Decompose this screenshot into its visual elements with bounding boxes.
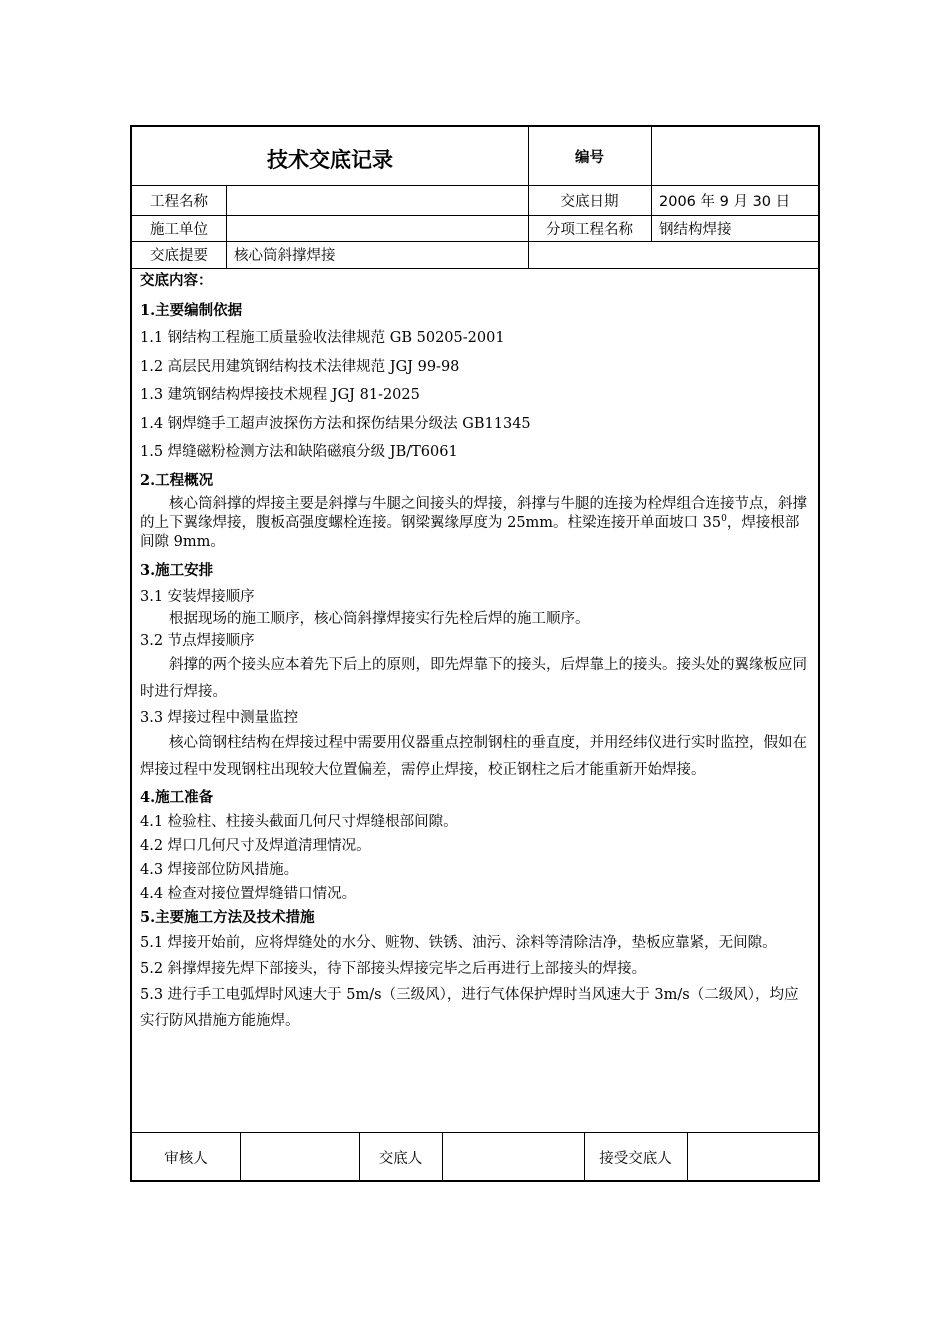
subsection-title: 3.2 节点焊接顺序 <box>140 632 255 649</box>
overview-text-end: ，焊接根部间隙 9mm。 <box>140 514 800 550</box>
summary-label: 交底提要 <box>150 248 208 264</box>
list-item: 1.1 钢结构工程施工质量验收法律规范 GB 50205-2001 <box>140 330 505 346</box>
list-item: 5.2 斜撑焊接先焊下部接头，待下部接头焊接完毕之后再进行上部接头的焊接。 <box>140 960 647 977</box>
overview-paragraph <box>140 495 810 552</box>
presenter-value <box>442 1132 584 1182</box>
form-title: 技术交底记录 <box>267 148 393 172</box>
project-name-label: 工程名称 <box>150 193 208 210</box>
sub-project-label: 分项工程名称 <box>546 221 633 238</box>
paragraph: 斜撑的两个接头应本着先下后上的原则，即先焊靠下的接头，后焊靠上的接头。接头处的翼缘板应同时进行焊接。 <box>140 656 807 700</box>
receiver-value <box>687 1132 820 1182</box>
date-value: 2006 年 9 月 30 日 <box>659 193 791 210</box>
record-form <box>130 125 820 1182</box>
date-label: 交底日期 <box>560 193 619 210</box>
disclosure-content <box>140 273 810 1034</box>
reviewer-value <box>240 1132 359 1182</box>
list-item: 4.4 检查对接位置焊缝错口情况。 <box>140 885 357 902</box>
list-item: 4.1 检验柱、柱接头截面几何尺寸焊缝根部间隙。 <box>140 813 458 830</box>
number-value <box>651 127 820 185</box>
row-divider <box>132 268 818 269</box>
unit-label: 施工单位 <box>150 221 208 238</box>
list-item: 1.4 钢焊缝手工超声波探伤方法和探伤结果分级法 GB11345 <box>140 415 531 432</box>
section-title: 3.施工安排 <box>140 561 214 579</box>
unit-value <box>226 215 528 241</box>
project-name-value <box>226 185 528 215</box>
list-item: 5.1 焊接开始前，应将焊缝处的水分、赃物、铁锈、油污、涂料等清除洁净，垫板应靠紧，无间隙。 <box>140 934 777 951</box>
list-item: 4.3 焊接部位防风措施。 <box>140 861 299 878</box>
section-title: 4.施工准备 <box>140 788 214 806</box>
sub-project-value: 钢结构焊接 <box>659 221 732 238</box>
section-title: 2.工程概况 <box>140 471 214 489</box>
list-item: 4.2 焊口几何尺寸及焊道清理情况。 <box>140 837 371 854</box>
list-item: 1.5 焊缝磁粉检测方法和缺陷磁痕分级 JB/T6061 <box>140 444 458 460</box>
paragraph: 根据现场的施工顺序，核心筒斜撑焊接实行先栓后焊的施工顺序。 <box>169 610 590 627</box>
section-title: 5.主要施工方法及技术措施 <box>140 908 315 926</box>
degree-superscript: 0 <box>721 513 727 524</box>
subsection-title: 3.1 安装焊接顺序 <box>140 588 255 605</box>
subsection-title: 3.3 焊接过程中测量监控 <box>140 709 299 726</box>
overview-text: 核心筒斜撑的焊接主要是斜撑与牛腿之间接头的焊接，斜撑与牛腿的连接为栓焊组合连接节点，斜撑的上下翼缘焊接，腹板高强度螺栓连接。钢梁翼缘厚度为 25mm。柱梁连接开单面坡口 35 <box>140 495 807 531</box>
list-item: 1.3 建筑钢结构焊接技术规程 JGJ 81-2025 <box>140 387 420 403</box>
list-item: 5.3 进行手工电弧焊时风速大于 5m/s（三级风），进行气体保护焊时当风速大于 3m/s（二级风），均应实行防风措施方能施焊。 <box>140 986 799 1029</box>
list-item: 1.2 高层民用建筑钢结构技术法律规范 JGJ 99-98 <box>140 358 460 375</box>
summary-value: 核心筒斜撑焊接 <box>234 248 336 264</box>
content-heading: 交底内容： <box>140 273 213 289</box>
number-label: 编号 <box>575 149 604 166</box>
paragraph: 核心筒钢柱结构在焊接过程中需要用仪器重点控制钢柱的垂直度，并用经纬仪进行实时监控，假如在焊接过程中发现钢柱出现较大位置偏差，需停止焊接，校正钢柱之后才能重新开始焊接。 <box>140 734 807 778</box>
reviewer-label: 审核人 <box>164 1150 208 1167</box>
receiver-label: 接受交底人 <box>599 1150 672 1167</box>
presenter-label: 交底人 <box>378 1150 423 1167</box>
section-title: 1.主要编制依据 <box>140 302 243 319</box>
